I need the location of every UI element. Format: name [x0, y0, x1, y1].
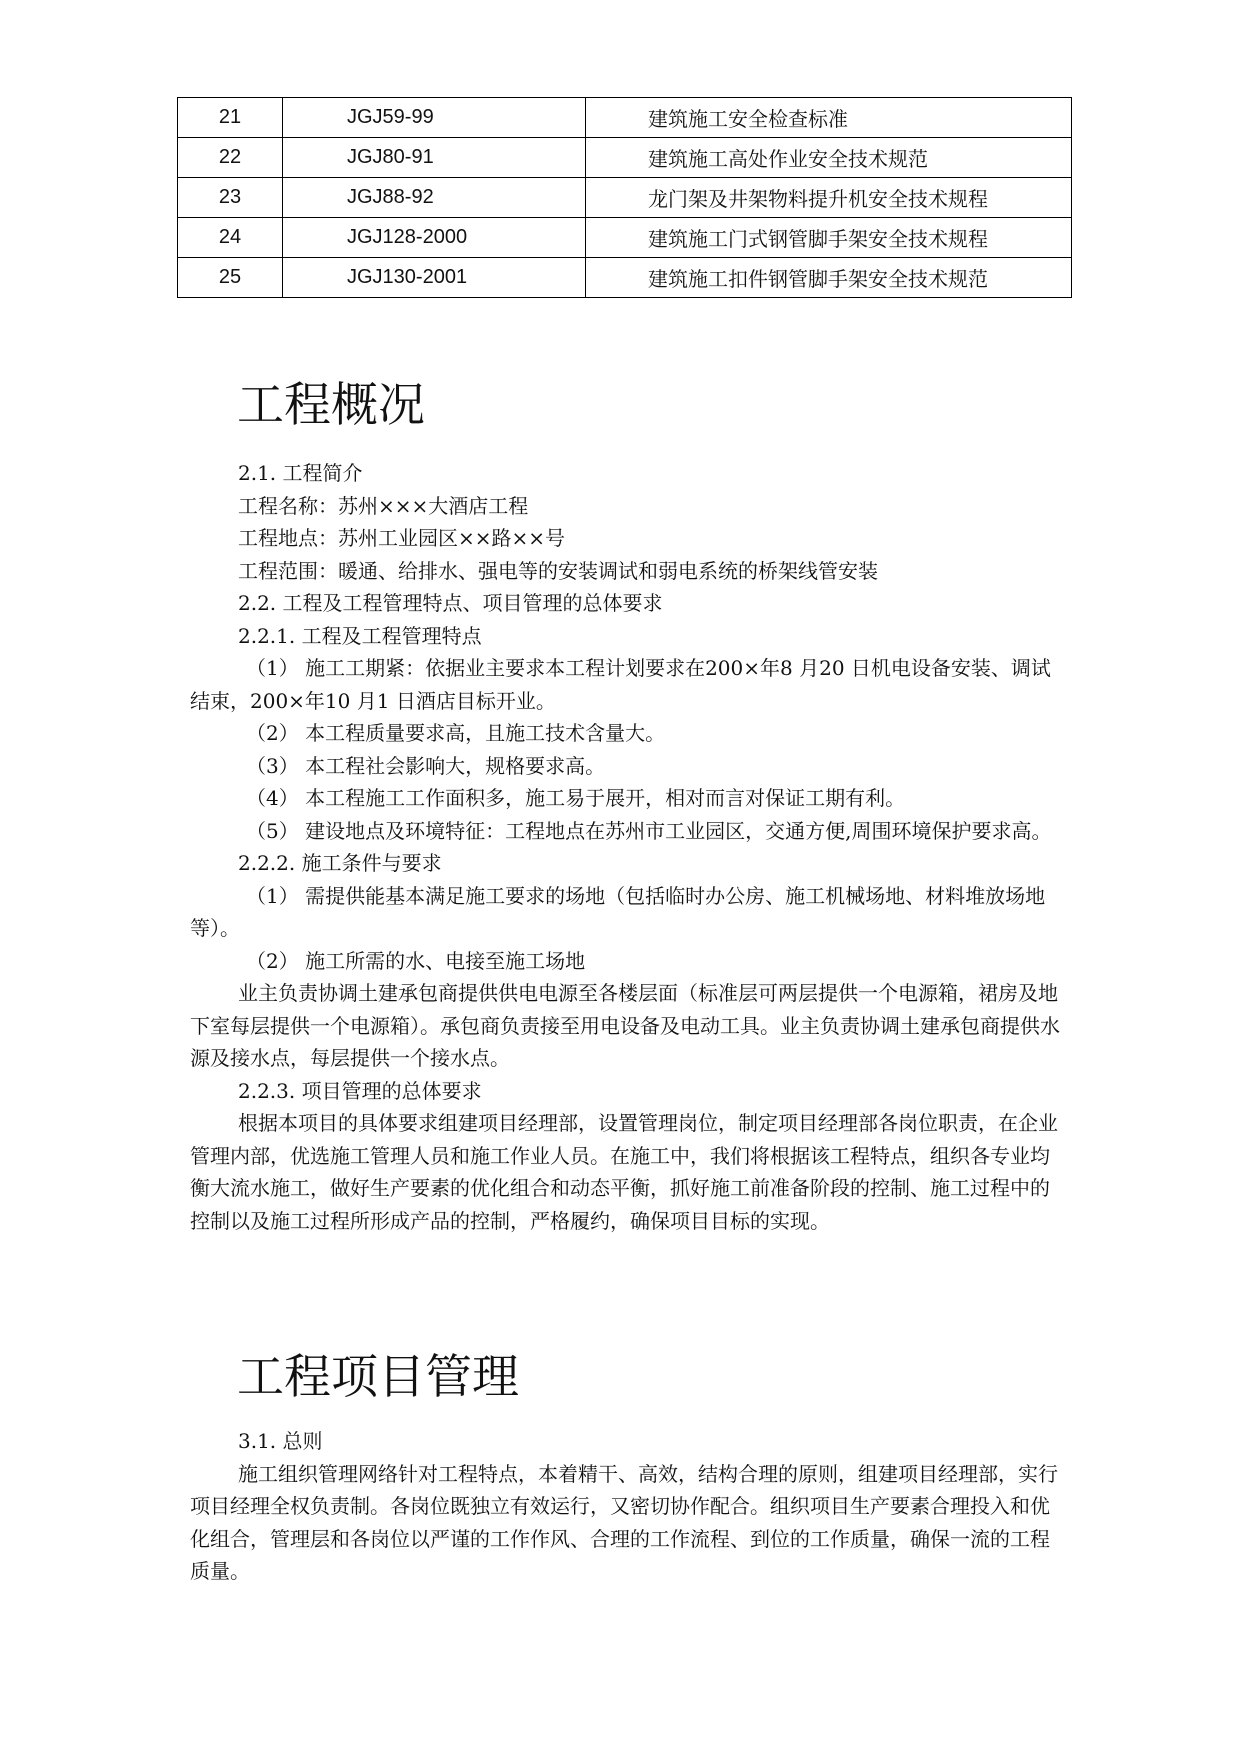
section-title-management: 工程项目管理 — [237, 1350, 519, 1405]
feature-item-1: （1） 施工工期紧：依据业主要求本工程计划要求在200×年8 月20 日机电设备安装、调试结束，200×年10 月1 日酒店目标开业。 — [190, 656, 1051, 713]
subheading-3-1: 3.1. 总则 — [238, 1429, 323, 1453]
table-cell-code: JGJ128-2000 — [283, 218, 586, 258]
feature-item-2: （2） 本工程质量要求高，且施工技术含量大。 — [246, 721, 666, 745]
management-paragraph: 根据本项目的具体要求组建项目经理部，设置管理岗位，制定项目经理部各岗位职责，在企业管理内部，优选施工管理人员和施工作业人员。在施工中，我们将根据该工程特点，组织各专业均衡大流水施工，做好生产要素的优化组合和动态平衡，抓好施工前准备阶段的控制、施工过程中的控制以及施工过程所形成产品的控制，严格履约，确保项目目标的实现。 — [190, 1111, 1058, 1233]
section-overview-body — [190, 457, 1063, 1237]
project-scope-line: 工程范围：暖通、给排水、强电等的安装调试和弱电系统的桥架线管安装 — [238, 558, 878, 583]
table-cell-code: JGJ130-2001 — [283, 258, 586, 298]
table-cell-code: JGJ80-91 — [283, 138, 586, 178]
table-cell-no: 22 — [178, 138, 283, 178]
table-cell-name: 建筑施工高处作业安全技术规范 — [586, 138, 1072, 178]
condition-item-1: （1） 需提供能基本满足施工要求的场地（包括临时办公房、施工机械场地、材料堆放场地等）。 — [190, 883, 1046, 940]
subheading-2-1: 2.1. 工程简介 — [238, 461, 363, 485]
condition-item-2: （2） 施工所需的水、电接至施工场地 — [246, 948, 586, 973]
section-management-body — [190, 1425, 1063, 1588]
table-cell-no: 23 — [178, 178, 283, 218]
table-cell-name: 建筑施工扣件钢管脚手架安全技术规范 — [586, 258, 1072, 298]
table-cell-no: 24 — [178, 218, 283, 258]
table-cell-code: JGJ88-92 — [283, 178, 586, 218]
table-cell-name: 建筑施工门式钢管脚手架安全技术规程 — [586, 218, 1072, 258]
subheading-2-2-1: 2.2.1. 工程及工程管理特点 — [238, 623, 482, 648]
table-cell-no: 25 — [178, 258, 283, 298]
project-name-line: 工程名称：苏州×××大酒店工程 — [238, 493, 529, 518]
table-cell-no: 21 — [178, 98, 283, 138]
subheading-2-2-3: 2.2.3. 项目管理的总体要求 — [238, 1078, 482, 1103]
subheading-2-2: 2.2. 工程及工程管理特点、项目管理的总体要求 — [238, 591, 663, 615]
table-row — [178, 138, 1072, 178]
standards-table — [177, 97, 1072, 298]
feature-item-4: （4） 本工程施工工作面积多，施工易于展开，相对而言对保证工期有利。 — [246, 786, 906, 810]
table-row — [178, 178, 1072, 218]
general-paragraph: 施工组织管理网络针对工程特点，本着精干、高效，结构合理的原则，组建项目经理部，实行项目经理全权负责制。各岗位既独立有效运行，又密切协作配合。组织项目生产要素合理投入和优化组合，管理层和各岗位以严谨的工作作风、合理的工作流程、到位的工作质量，确保一流的工程质量。 — [190, 1461, 1058, 1583]
feature-item-5: （5） 建设地点及环境特征：工程地点在苏州市工业园区，交通方便,周围环境保护要求高。 — [246, 818, 1052, 843]
table-cell-code: JGJ59-99 — [283, 98, 586, 138]
feature-item-3: （3） 本工程社会影响大，规格要求高。 — [246, 753, 606, 778]
table-row — [178, 218, 1072, 258]
project-site-line: 工程地点：苏州工业园区××路××号 — [238, 526, 566, 550]
table-cell-name: 龙门架及井架物料提升机安全技术规程 — [586, 178, 1072, 218]
table-row — [178, 98, 1072, 138]
section-title-overview: 工程概况 — [237, 378, 425, 433]
subheading-2-2-2: 2.2.2. 施工条件与要求 — [238, 851, 442, 875]
table-row — [178, 258, 1072, 298]
table-cell-name: 建筑施工安全检查标准 — [586, 98, 1072, 138]
condition-paragraph: 业主负责协调土建承包商提供供电电源至各楼层面（标准层可两层提供一个电源箱，裙房及地下室每层提供一个电源箱）。承包商负责接至用电设备及电动工具。业主负责协调土建承包商提供水源及接水点，每层提供一个接水点。 — [190, 981, 1060, 1070]
